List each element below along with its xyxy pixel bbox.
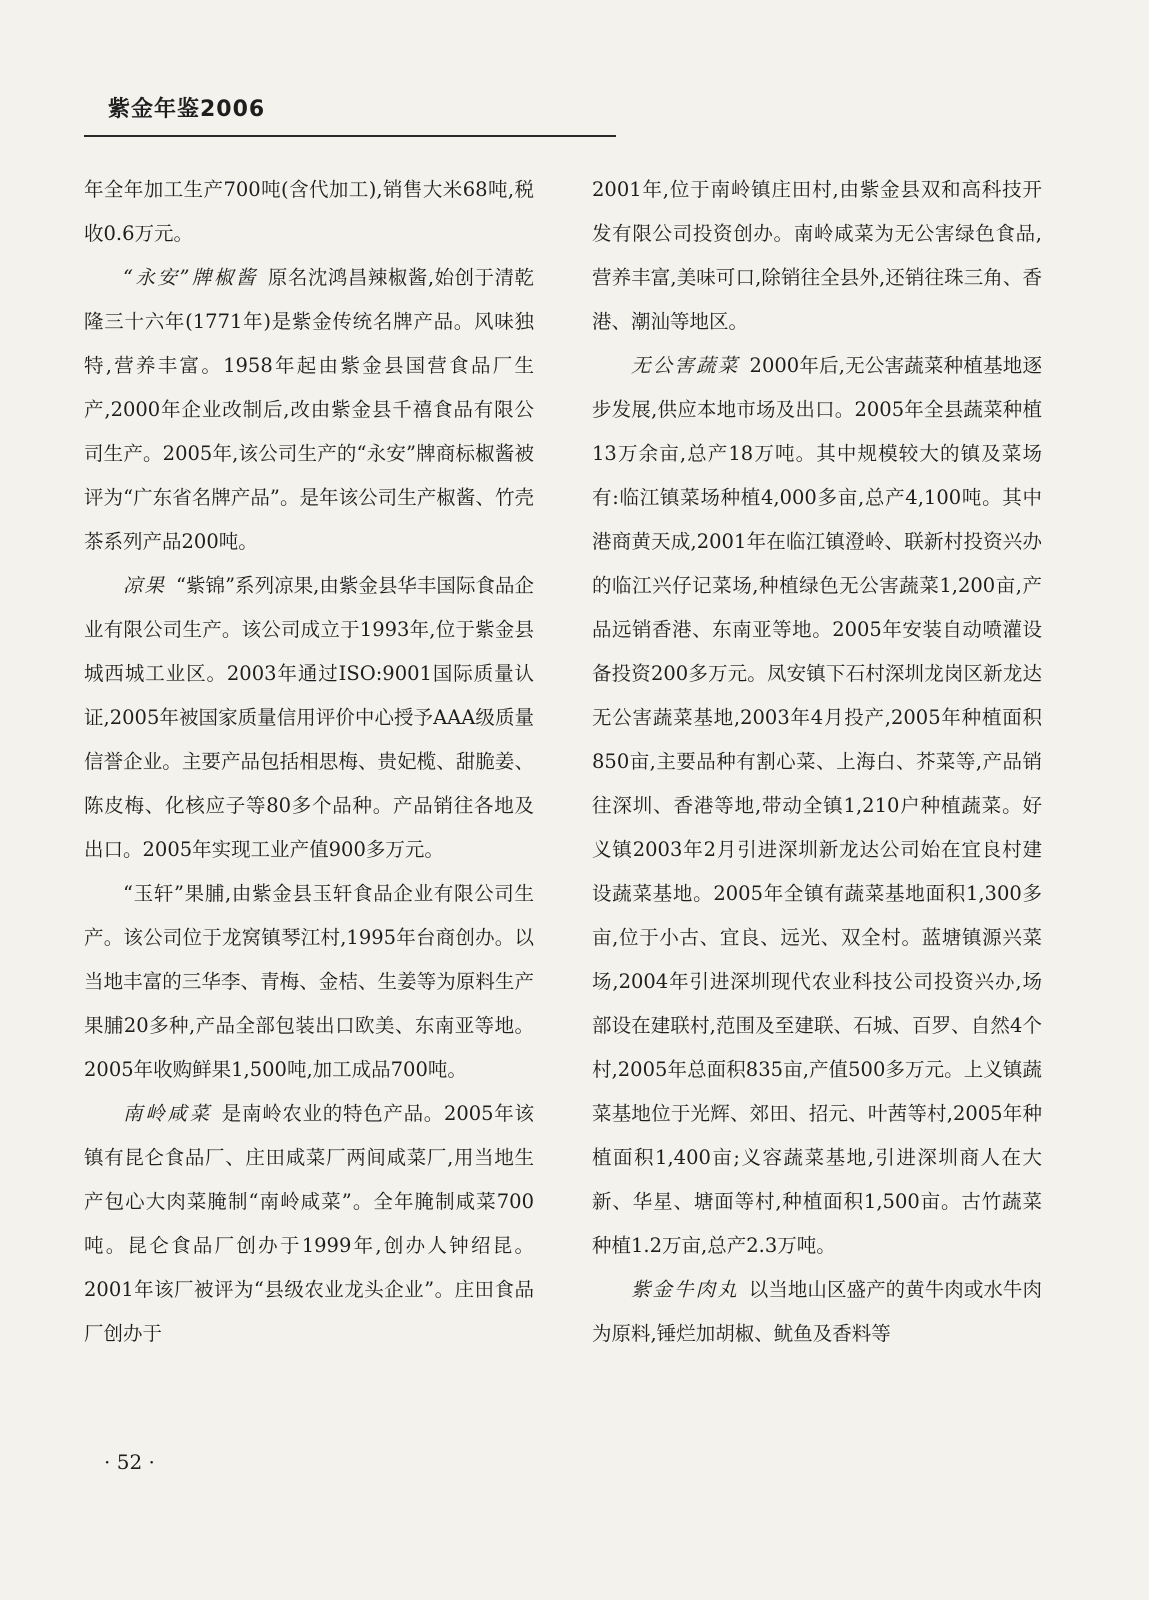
paragraph-zijin-beef-balls — [592, 1268, 1042, 1356]
entry-text: 原名沈鸿昌辣椒酱,始创于清乾隆三十六年(1771年)是紫金传统名牌产品。风味独特,营养丰富。1958年起由紫金县国营食品厂生产,2000年企业改制后,改由紫金县千禧食品有限公司生产。2005年,该公司生产的“永安”牌商标椒酱被评为“广东省名牌产品”。是年该公司生产椒酱、竹壳茶系列产品200吨。 — [84, 266, 534, 553]
entry-text: 以当地山区盛产的黄牛肉或水牛肉为原料,锤烂加胡椒、鱿鱼及香料等 — [592, 1278, 1042, 1345]
page-number: · 52 · — [104, 1450, 155, 1474]
right-column — [592, 168, 1042, 1356]
entry-text: 2000年后,无公害蔬菜种植基地逐步发展,供应本地市场及出口。2005年全县蔬菜种植13万余亩,总产18万吨。其中规模较大的镇及菜场有:临江镇菜场种植4,000多亩,总产4,100吨。其中港商黄天成,2001年在临江镇澄岭、联新村投资兴办的临江兴仔记菜场,种植绿色无公害蔬菜1,200亩,产品远销香港、东南亚等地。2005年安装自动喷灌设备投资200多万元。凤安镇下石村深圳龙岗区新龙达无公害蔬菜基地,2003年4月投产,2005年种植面积850亩,主要品种有割心菜、上海白、芥菜等,产品销往深圳、香港等地,带动全镇1,210户种植蔬菜。好义镇2003年2月引进深圳新龙达公司始在宜良村建设蔬菜基地。2005年全镇有蔬菜基地面积1,300多亩,位于小古、宜良、远光、双全村。蓝塘镇源兴菜场,2004年引进深圳现代农业科技公司投资兴办,场部设在建联村,范围及至建联、石城、百罗、自然4个村,2005年总面积835亩,产值500多万元。上义镇蔬菜基地位于光辉、郊田、招元、叶茜等村,2005年种植面积1,400亩;义容蔬菜基地,引进深圳商人在大新、华星、塘面等村,种植面积1,500亩。古竹蔬菜种植1.2万亩,总产2.3万吨。 — [592, 354, 1042, 1257]
paragraph-pollution-free-vegetables — [592, 344, 1042, 1268]
entry-term: 凉果 — [123, 574, 167, 597]
running-header: 紫金年鉴2006 — [108, 97, 266, 122]
entry-term: 紫金牛肉丸 — [631, 1278, 739, 1301]
left-column — [84, 168, 534, 1356]
paragraph-nanling-continued: 2001年,位于南岭镇庄田村,由紫金县双和高科技开发有限公司投资创办。南岭咸菜为无公害绿色食品,营养丰富,美味可口,除销往全县外,还销往珠三角、香港、潮汕等地区。 — [592, 178, 1042, 333]
paragraph-yuxuan-candied-fruit: “玉轩”果脯,由紫金县玉轩食品企业有限公司生产。该公司位于龙窝镇琴江村,1995年台商创办。以当地丰富的三华李、青梅、金桔、生姜等为原料生产果脯20多种,产品全部包装出口欧美、东南亚等地。2005年收购鲜果1,500吨,加工成品700吨。 — [84, 882, 534, 1081]
entry-text: “紫锦”系列凉果,由紫金县华丰国际食品企业有限公司生产。该公司成立于1993年,位于紫金县城西城工业区。2003年通过ISO:9001国际质量认证,2005年被国家质量信用评价中心授予AAA级质量信誉企业。主要产品包括相思梅、贵妃榄、甜脆姜、陈皮梅、化核应子等80多个品种。产品销往各地及出口。2005年实现工业产值900多万元。 — [84, 574, 534, 861]
paragraph-nanling-pickles — [84, 1092, 534, 1356]
entry-term: 南岭咸菜 — [123, 1102, 212, 1125]
paragraph-preserved-fruit — [84, 564, 534, 872]
header-rule — [84, 135, 616, 137]
entry-term: “永安”牌椒酱 — [123, 266, 258, 289]
entry-text: 是南岭农业的特色产品。2005年该镇有昆仑食品厂、庄田咸菜厂两间咸菜厂,用当地生产包心大肉菜腌制“南岭咸菜”。全年腌制咸菜700吨。昆仑食品厂创办于1999年,创办人钟绍昆。2001年该厂被评为“县级农业龙头企业”。庄田食品厂创办于 — [84, 1102, 534, 1345]
paragraph-rice-continued: 年全年加工生产700吨(含代加工),销售大米68吨,税收0.6万元。 — [84, 178, 534, 245]
entry-term: 无公害蔬菜 — [631, 354, 740, 377]
paragraph-yongan-chili-sauce — [84, 256, 534, 564]
